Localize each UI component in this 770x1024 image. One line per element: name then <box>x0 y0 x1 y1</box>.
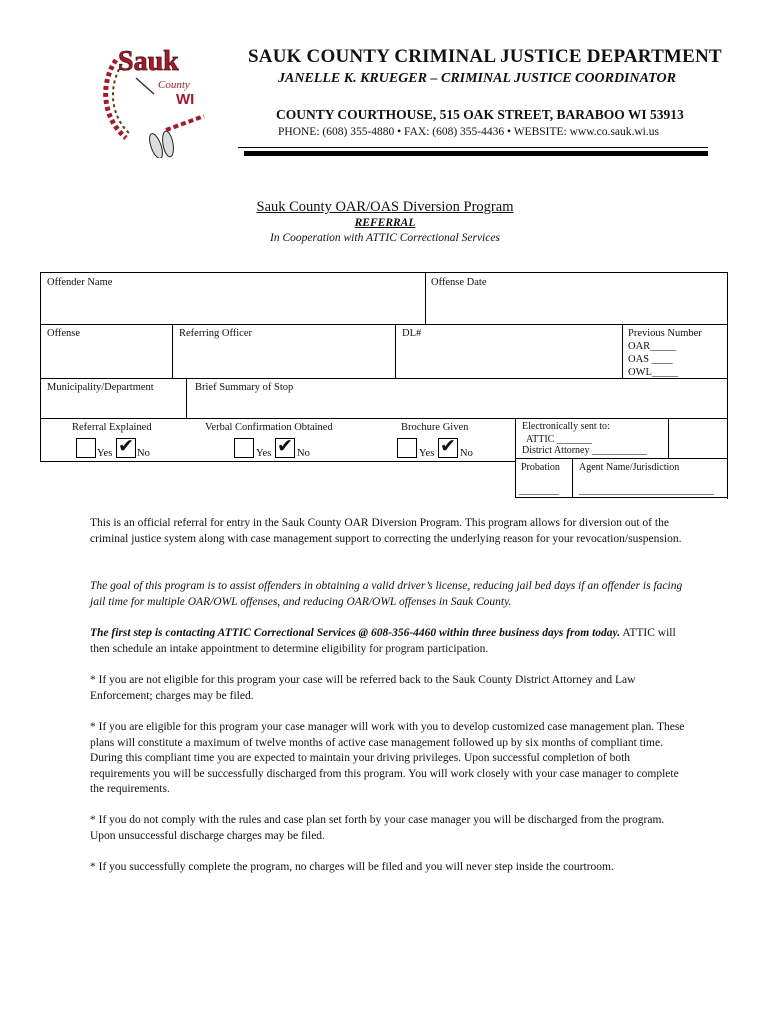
owl-field: OWL_____ <box>628 367 679 378</box>
attic-field: ATTIC _______ <box>526 434 592 445</box>
header-rule-thick <box>244 151 708 156</box>
offense-date-label: Offense Date <box>431 277 487 288</box>
paragraph-intro: This is an official referral for entry in the Sauk County OAR Diversion Program. This program allows for diversion out of the criminal justice system along with case management support to correcting the underlying reason for your revocation/suspension. <box>90 517 682 545</box>
form-line <box>425 272 426 324</box>
logo-county: County <box>158 79 190 91</box>
referral-yes-label: Yes <box>97 448 113 459</box>
form-line <box>515 418 516 498</box>
form-line <box>172 324 173 378</box>
form-line <box>572 458 573 498</box>
brochure-no-label: No <box>460 448 473 459</box>
check-mark-icon: ✔ <box>118 435 134 457</box>
coordinator-line: JANELLE K. KRUEGER – CRIMINAL JUSTICE COORDINATOR <box>278 71 676 86</box>
paragraph-completion: * If you successfully complete the program, no charges will be filed and you will never step inside the courtroom. <box>90 861 614 873</box>
header-rule-thin <box>238 147 708 148</box>
referral-explained-label: Referral Explained <box>72 422 152 433</box>
sauk-county-logo <box>96 38 216 158</box>
logo-word: Sauk <box>118 46 179 77</box>
brochure-given-label: Brochure Given <box>401 422 469 433</box>
paragraph-goal: The goal of this program is to assist offenders in obtaining a valid driver’s license, reducing jail bed days if an offender is facing jail time for multiple OAR/OWL offenses, and reducing OAR/OWL offenses in Sauk County. <box>90 580 683 608</box>
paragraph-eligible: * If you are eligible for this program your case manager will work with you to develop customized case management plan. These plans will constitute a maximum of twelve months of active case management followed up by six months of compliant time. During this compliant time you are expected to maintain your driving privileges. Upon successful completion of both requirements you will be successfully discharged from this program. You will work closely with your case manager to complete the requirements. <box>90 721 685 795</box>
logo-state: WI <box>176 91 195 108</box>
verbal-no-label: No <box>297 448 310 459</box>
form-line <box>40 272 728 273</box>
agent-blank: ___________________________ <box>579 485 714 496</box>
form-line <box>515 458 728 459</box>
paragraph-not-eligible: * If you are not eligible for this program your case will be referred back to the Sauk County District Attorney and Law Enforcement; charges may be filed. <box>90 674 636 702</box>
municipality-label: Municipality/Department <box>47 382 154 393</box>
first-step-bold: The first step is contacting ATTIC Correctional Services @ 608-356-4460 within three business days from today. <box>90 627 621 639</box>
form-line <box>40 272 41 462</box>
check-mark-icon: ✔ <box>440 435 456 457</box>
brief-summary-label: Brief Summary of Stop <box>195 382 294 393</box>
address-line: COUNTY COURTHOUSE, 515 OAK STREET, BARABOO WI 53913 <box>276 107 684 122</box>
program-title-text: Sauk County OAR/OAS Diversion Program <box>256 199 514 215</box>
paragraph-noncompliance: * If you do not comply with the rules and case plan set forth by your case manager you will be discharged from the program. Upon unsuccessful discharge charges may be filed. <box>90 814 665 842</box>
check-mark-icon: ✔ <box>277 435 293 457</box>
oar-field: OAR_____ <box>628 341 677 352</box>
district-attorney-field: District Attorney ___________ <box>522 445 647 456</box>
contact-line: PHONE: (608) 355-4880 • FAX: (608) 355-4436 • WEBSITE: www.co.sauk.wi.us <box>278 126 659 138</box>
electronically-sent-label: Electronically sent to: <box>522 421 610 432</box>
probation-label: Probation <box>521 462 560 473</box>
form-line <box>727 272 728 499</box>
offense-label: Offense <box>47 328 81 339</box>
paragraph-first-step <box>90 626 690 657</box>
department-title: SAUK COUNTY CRIMINAL JUSTICE DEPARTMENT <box>248 46 722 67</box>
agent-name-label: Agent Name/Jurisdiction <box>579 462 680 473</box>
referring-officer-label: Referring Officer <box>179 328 252 339</box>
form-line <box>186 378 187 418</box>
first-step-rest: ATTIC will then schedule an intake appointment to determine eligibility for program participation. <box>90 627 676 655</box>
brochure-yes-label: Yes <box>419 448 435 459</box>
referral-yes-checkbox[interactable] <box>76 438 96 458</box>
brochure-yes-checkbox[interactable] <box>397 438 417 458</box>
referral-no-label: No <box>137 448 150 459</box>
form-line <box>40 461 515 462</box>
dl-label: DL# <box>402 328 422 339</box>
verbal-yes-label: Yes <box>256 448 272 459</box>
form-line <box>668 418 669 458</box>
verbal-yes-checkbox[interactable] <box>234 438 254 458</box>
oas-field: OAS ____ <box>628 354 673 365</box>
previous-number-label: Previous Number <box>628 328 702 339</box>
form-line <box>395 324 396 378</box>
form-line <box>622 324 623 378</box>
program-title <box>0 199 770 216</box>
form-line <box>40 378 728 379</box>
referral-subtitle: REFERRAL <box>354 217 416 229</box>
form-line <box>40 324 728 325</box>
offender-name-label: Offender Name <box>47 277 113 288</box>
cooperation-line: In Cooperation with ATTIC Correctional Services <box>270 232 500 244</box>
probation-blank: ________ <box>519 485 559 496</box>
form-line <box>40 418 728 419</box>
form-line <box>515 497 728 498</box>
verbal-confirmation-label: Verbal Confirmation Obtained <box>205 422 333 433</box>
